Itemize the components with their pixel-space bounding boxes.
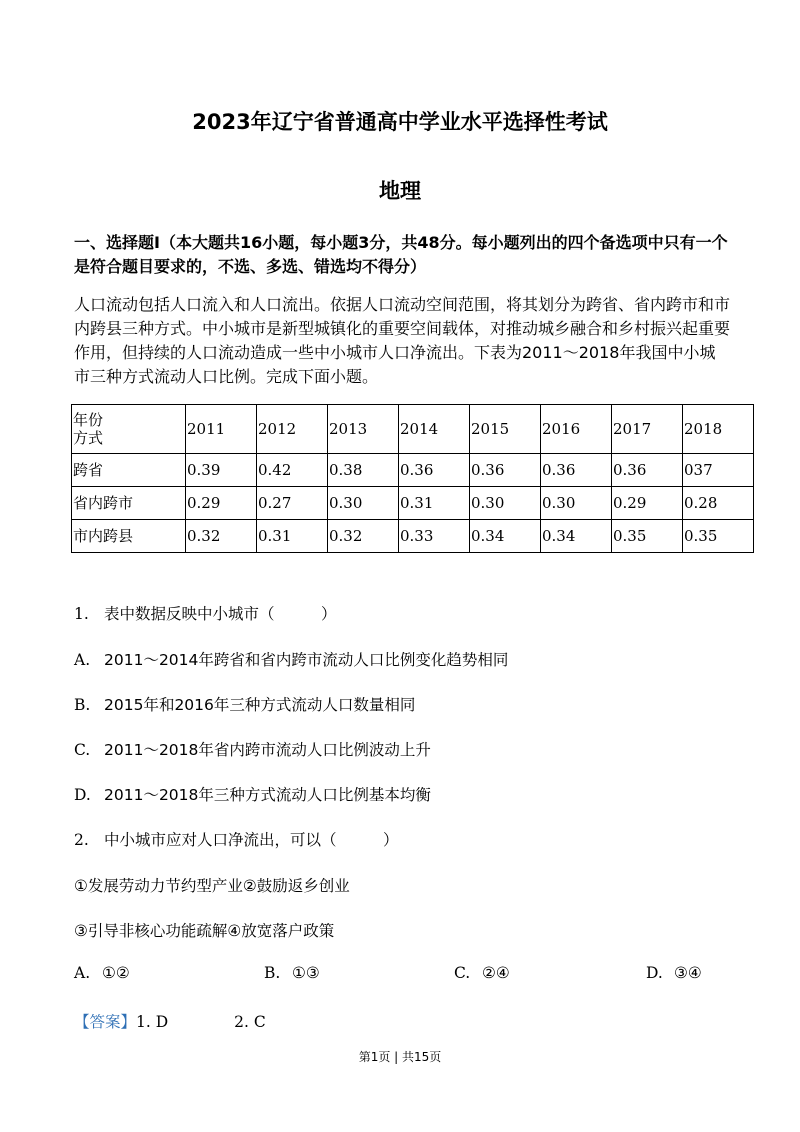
table-cell: 0.34 <box>470 520 541 553</box>
table-cell: 0.32 <box>186 520 257 553</box>
option-letter: B. <box>74 696 91 714</box>
year-header: 2018 <box>683 405 754 454</box>
answer-2: 2. C <box>234 1013 266 1031</box>
table-cell: 0.29 <box>186 487 257 520</box>
option-letter: C. <box>74 741 91 759</box>
corner-mode-label: 方式 <box>73 429 104 447</box>
question-1-option-c <box>74 738 431 760</box>
table-corner-cell <box>72 405 186 454</box>
option-letter: A. <box>74 964 91 982</box>
option-letter: A. <box>74 651 91 669</box>
option-letter: B. <box>264 964 281 982</box>
page-footer: 第1页 | 共15页 <box>358 1050 442 1064</box>
row-label: 跨省 <box>72 454 186 487</box>
migration-table <box>71 404 754 553</box>
question-2-stem <box>74 828 399 850</box>
table-cell: 0.35 <box>683 520 754 553</box>
table-cell: 0.33 <box>399 520 470 553</box>
table-cell: 0.31 <box>399 487 470 520</box>
year-header: 2014 <box>399 405 470 454</box>
table-cell: 0.39 <box>186 454 257 487</box>
table-row <box>72 520 754 553</box>
option-text: 2011～2014年跨省和省内跨市流动人口比例变化趋势相同 <box>104 651 509 669</box>
table-cell: 037 <box>683 454 754 487</box>
option-text: 2011～2018年三种方式流动人口比例基本均衡 <box>104 786 431 804</box>
question-number: 2. <box>74 831 89 849</box>
answer-tag: 【答案】 <box>74 1013 137 1031</box>
option-letter: C. <box>454 964 471 982</box>
table-cell: 0.29 <box>612 487 683 520</box>
year-header: 2016 <box>541 405 612 454</box>
table-cell: 0.28 <box>683 487 754 520</box>
table-cell: 0.30 <box>328 487 399 520</box>
answer-line <box>74 1010 266 1032</box>
option-text: ③④ <box>674 964 702 982</box>
question-1-stem <box>74 602 337 624</box>
table-cell: 0.31 <box>257 520 328 553</box>
question-2-statements-2: ③引导非核心功能疏解④放宽落户政策 <box>74 922 335 940</box>
table-cell: 0.27 <box>257 487 328 520</box>
exam-title: 2023年辽宁省普通高中学业水平选择性考试 <box>192 110 608 134</box>
table-cell: 0.36 <box>612 454 683 487</box>
option-text: 2011～2018年省内跨市流动人口比例波动上升 <box>104 741 431 759</box>
option-letter: D. <box>74 786 91 804</box>
row-label: 市内跨县 <box>72 520 186 553</box>
table-header-row <box>72 405 754 454</box>
year-header: 2012 <box>257 405 328 454</box>
section-heading: 一、选择题Ⅰ（本大题共16小题，每小题3分，共48分。每小题列出的四个备选项中只有一个是符合题目要求的，不选、多选、错选均不得分） <box>74 233 728 276</box>
answer-1: 1. D <box>136 1013 169 1031</box>
option-text: ①② <box>102 964 130 982</box>
year-header: 2017 <box>612 405 683 454</box>
option-text: ①③ <box>292 964 320 982</box>
question-text: 中小城市应对人口净流出，可以（ ） <box>104 831 399 849</box>
question-2-option-d <box>646 964 702 982</box>
table-cell: 0.36 <box>399 454 470 487</box>
table-cell: 0.36 <box>541 454 612 487</box>
question-1-option-d <box>74 783 431 805</box>
corner-year-label: 年份 <box>73 411 104 429</box>
table-cell: 0.34 <box>541 520 612 553</box>
question-2-options <box>74 964 734 986</box>
option-letter: D. <box>646 964 663 982</box>
year-header: 2013 <box>328 405 399 454</box>
table-cell: 0.32 <box>328 520 399 553</box>
row-label: 省内跨市 <box>72 487 186 520</box>
option-text: ②④ <box>482 964 510 982</box>
option-text: 2015年和2016年三种方式流动人口数量相同 <box>104 696 416 714</box>
question-2-option-b <box>264 964 320 982</box>
table-row <box>72 487 754 520</box>
intro-paragraph: 人口流动包括人口流入和人口流出。依据人口流动空间范围，将其划分为跨省、省内跨市和市内跨县三种方式。中小城市是新型城镇化的重要空间载体，对推动城乡融合和乡村振兴起重要作用，但持续的人口流动造成一些中小城市人口净流出。下表为2011～2018年我国中小城市三种方式流动人口比例。完成下面小题。 <box>74 295 731 386</box>
question-2-option-a <box>74 964 130 982</box>
table-row <box>72 454 754 487</box>
table-cell: 0.42 <box>257 454 328 487</box>
question-text: 表中数据反映中小城市（ ） <box>104 605 337 623</box>
subject-title: 地理 <box>379 179 421 203</box>
question-1-option-a <box>74 648 508 670</box>
question-1-option-b <box>74 693 415 715</box>
table-cell: 0.30 <box>470 487 541 520</box>
table-cell: 0.35 <box>612 520 683 553</box>
question-2-option-c <box>454 964 510 982</box>
question-number: 1. <box>74 605 89 623</box>
table-cell: 0.38 <box>328 454 399 487</box>
table-cell: 0.30 <box>541 487 612 520</box>
table-cell: 0.36 <box>470 454 541 487</box>
question-2-statements-1: ①发展劳动力节约型产业②鼓励返乡创业 <box>74 877 350 895</box>
year-header: 2015 <box>470 405 541 454</box>
year-header: 2011 <box>186 405 257 454</box>
